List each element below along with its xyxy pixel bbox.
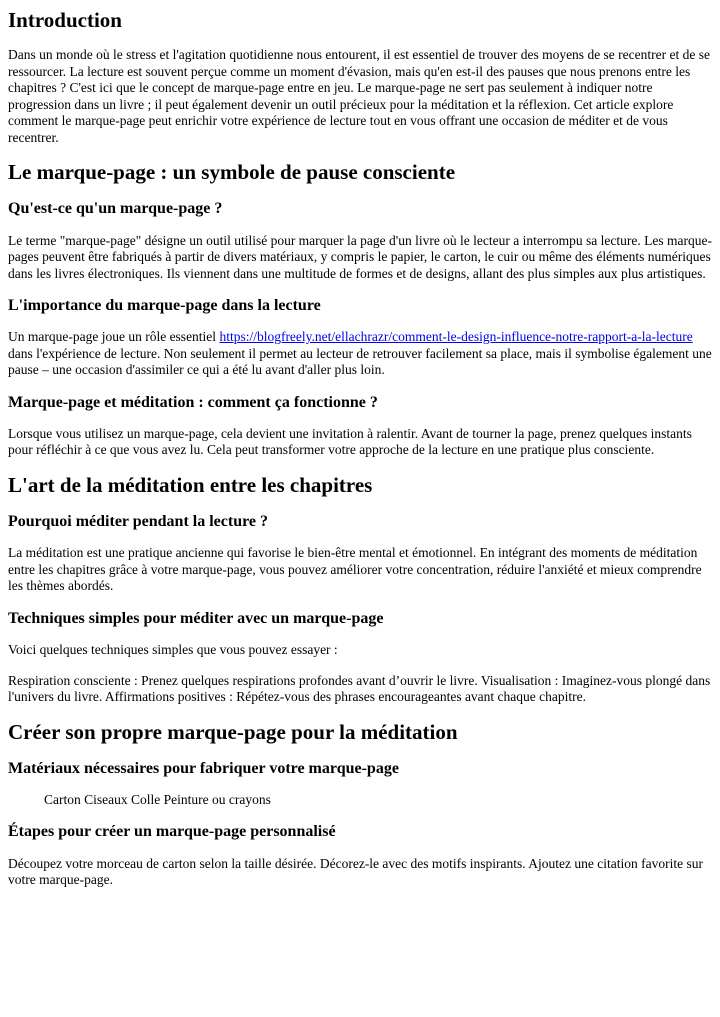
section2-sub2-paragraph2: Respiration consciente : Prenez quelques respirations profondes avant d’ouvrir le livre. Visualisation : Imaginez-vous plongé dans l'univers du livre. Affirmations positives : Répétez-vous des phrases encourageantes avant chaque chapitre. [8, 672, 711, 704]
section2-sub2-heading: Techniques simples pour méditer avec un marque-page [8, 609, 384, 627]
section3-sub2-heading: Étapes pour créer un marque-page personnalisé [8, 823, 336, 841]
section1-sub2-heading: L'importance du marque-page dans la lecture [8, 297, 321, 315]
section1-sub3-paragraph: Lorsque vous utilisez un marque-page, cela devient une invitation à ralentir. Avant de tourner la page, prenez quelques instants pour réfléchir à ce que vous avez lu. Cela peut transformer votre approche de la lecture en une pratique plus consciente. [8, 425, 692, 458]
section1-sub3-heading: Marque-page et méditation : comment ça fonctionne ? [8, 393, 378, 411]
section3-heading: Créer son propre marque-page pour la méditation [8, 719, 458, 744]
text-before-link: Un marque-page joue un rôle essentiel [8, 329, 220, 345]
intro-paragraph: Dans un monde où le stress et l'agitation quotidienne nous entourent, il est essentiel de trouver des moyens de se recentrer et de se ressourcer. La lecture est souvent perçue comme un moment d'évasion, mais qu'en est-il des pauses que nous prenons entre les chapitres ? C'est ici que le concept de marque-page entre en jeu. Le marque-page ne sert pas seulement à indiquer notre progression dans un livre ; il peut également devenir un outil précieux pour la méditation et la réflexion. Cet article explore comment le marque-page peut enrichir votre expérience de lecture tout en vous offrant une occasion de méditer et de vous recentrer. [8, 47, 710, 145]
section2-heading: L'art de la méditation entre les chapitres [8, 472, 373, 497]
section2-sub1-heading: Pourquoi méditer pendant la lecture ? [8, 513, 268, 531]
section1-sub1-heading: Qu'est-ce qu'un marque-page ? [8, 200, 223, 218]
section3-sub2-paragraph: Découpez votre morceau de carton selon la taille désirée. Décorez-le avec des motifs inspirants. Ajoutez une citation favorite sur votre marque-page. [8, 855, 703, 888]
section1-sub2-paragraph [8, 329, 712, 379]
materials-list: Carton Ciseaux Colle Peinture ou crayons [44, 791, 271, 807]
article-link[interactable]: https://blogfreely.net/ellachrazr/comment-le-design-influence-notre-rapport-a-la-lecture [219, 329, 693, 345]
section2-sub1-paragraph: La méditation est une pratique ancienne qui favorise le bien-être mental et émotionnel. En intégrant des moments de méditation entre les chapitres grâce à votre marque-page, vous pouvez améliorer votre concentration, réduire l'anxiété et mieux comprendre les thèmes abordés. [8, 545, 702, 594]
section1-heading: Le marque-page : un symbole de pause consciente [8, 160, 456, 185]
section3-sub1-heading: Matériaux nécessaires pour fabriquer votre marque-page [8, 759, 399, 777]
intro-heading: Introduction [8, 8, 122, 32]
section2-sub2-paragraph1: Voici quelques techniques simples que vous pouvez essayer : [8, 642, 338, 657]
text-after-link: dans l'expérience de lecture. Non seulement il permet au lecteur de retrouver facilement sa place, mais il symbolise également une pause – une occasion d'assimiler ce qui a été lu avant d'aller plus loin. [8, 345, 712, 378]
section1-sub1-paragraph: Le terme "marque-page" désigne un outil utilisé pour marquer la page d'un livre où le lecteur a interrompu sa lecture. Les marque-pages peuvent être fabriqués à partir de divers matériaux, y compris le papier, le carton, le cuir ou même des éléments numériques dans les livres électroniques. Ils viennent dans une multitude de formes et de designs, allant des plus simples aux plus artistiques. [8, 232, 712, 281]
